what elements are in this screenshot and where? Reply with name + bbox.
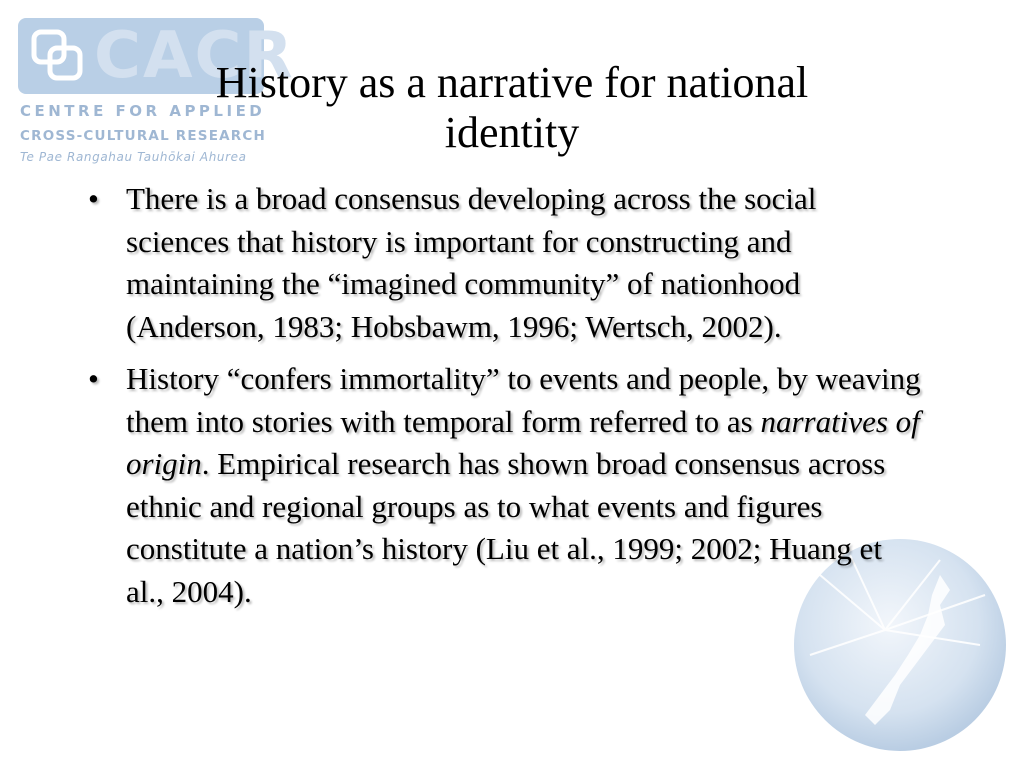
slide-title: History as a narrative for national identity: [215, 58, 809, 157]
bullet-text-2-after: . Empirical research has shown broad consensus across ethnic and regional groups as to what events and figures constitute a nation’s history (Liu et al., 1999; 2002; Huang et al., 2004).: [126, 446, 886, 609]
bullet-item-2: [86, 358, 926, 613]
logo-line-3: Te Pae Rangahau Tauhōkai Ahurea: [20, 150, 247, 164]
bullet-dot-icon: •: [88, 361, 99, 396]
bullet-text-2-before: History “confers immortality” to events and people, by weaving them into stories with temporal form referred to as: [126, 361, 921, 439]
bullet-item-1: [86, 178, 926, 348]
logo-wordmark: CACR: [94, 19, 295, 93]
logo-line-2: CROSS-CULTURAL RESEARCH: [20, 128, 266, 144]
cacr-logo-mark-icon: [28, 26, 88, 86]
bullet-dot-icon: •: [88, 181, 99, 216]
bullet-text-1: There is a broad consensus developing across the social sciences that history is important for constructing and maintaining the “imagined community” of nationhood (Anderson, 1983; Hobsbawm, 1996; Wertsch, 2002).: [126, 181, 817, 344]
bullet-text-2-emphasis: narratives of origin: [126, 403, 920, 481]
bullet-list: [86, 178, 926, 623]
logo-line-1: CENTRE FOR APPLIED: [20, 102, 266, 120]
